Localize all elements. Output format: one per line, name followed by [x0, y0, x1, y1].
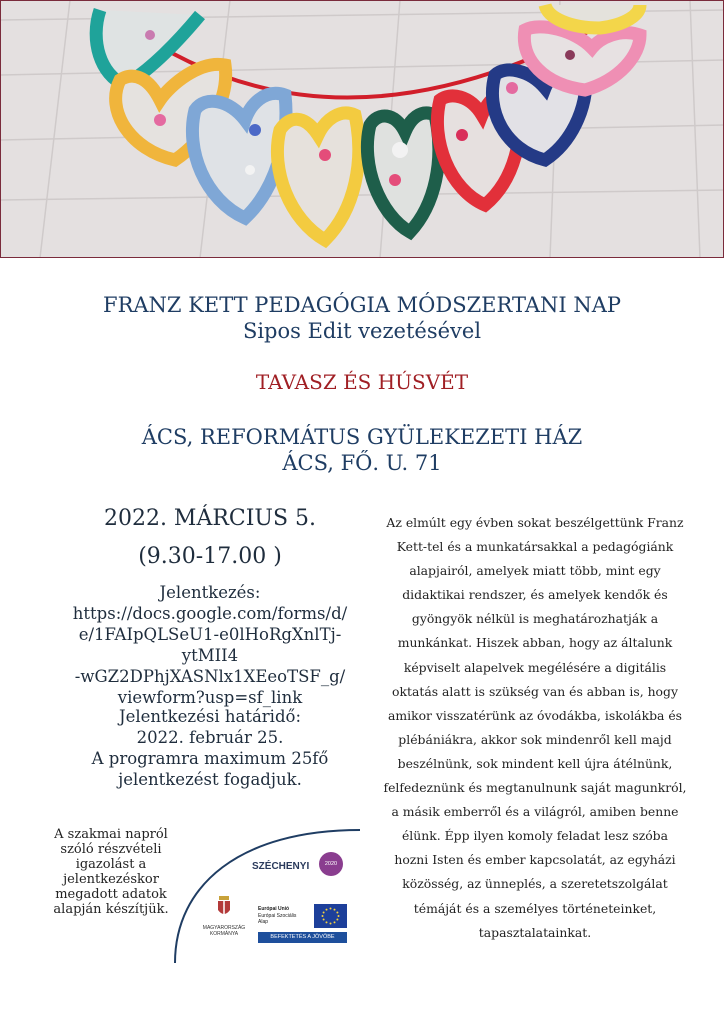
event-date: 2022. MÁRCIUS 5.: [103, 506, 317, 531]
event-title: FRANZ KETT PEDAGÓGIA MÓDSZERTANI NAP: [103, 293, 621, 317]
deadline-date: 2022. február 25.: [136, 728, 284, 747]
description-line: témáját és a személyes történeteinket,: [413, 900, 657, 916]
gov-line: MAGYARORSZÁG: [202, 925, 246, 931]
header-photo: [0, 0, 724, 258]
description-line: hozni Isten és ember kapcsolatát, az egyházi: [394, 852, 676, 868]
registration-block: [60, 582, 360, 708]
description-line: Kett-tel és a munkatársakkal a pedagógiánk: [396, 539, 674, 555]
szechenyi-2020-badge: 2020: [319, 852, 343, 876]
capacity-line: jelentkezést fogadjuk.: [118, 770, 302, 789]
event-theme: TAVASZ ÉS HÚSVÉT: [255, 370, 469, 394]
government-label: [202, 903, 246, 937]
note-line: jelentkezéskor: [63, 872, 159, 887]
eu-fund-label: [258, 906, 314, 926]
eu-line: Alap: [258, 919, 269, 925]
eu-line: Európai Szociális: [258, 912, 297, 919]
description-line: plébániákra, akkor sok mindenről kell majd: [398, 731, 672, 747]
venue-name: ÁCS, REFORMÁTUS GYÜLEKEZETI HÁZ: [141, 425, 583, 449]
deadline-block: [60, 706, 360, 790]
description-line: képviselt alapelvek megélésére a digitális: [403, 659, 667, 675]
event-description: [382, 511, 688, 945]
description-line: Az elmúlt egy évben sokat beszélgettünk Franz: [386, 515, 684, 530]
event-time: (9.30-17.00 ): [138, 544, 282, 569]
photo-frame: [0, 0, 724, 258]
note-line: igazolást a: [75, 857, 147, 872]
description-line: didaktikai rendszer, és amelyek kendők és: [402, 587, 668, 603]
description-line: amikor visszatérünk az óvodákba, iskolákba és: [387, 707, 683, 723]
venue-address: ÁCS, FŐ. U. 71: [282, 451, 442, 475]
eu-flag-icon: [314, 904, 347, 928]
note-line: szóló részvételi: [60, 842, 162, 857]
description-line: felfedeznünk és megtanulnunk saját magunkról,: [383, 780, 687, 796]
funding-logo-arc: [170, 825, 360, 965]
description-line: közösség, az ünneplés, a szeretetszolgálat: [402, 876, 668, 892]
investment-tagline: BEFEKTETÉS A JÖVŐBE: [258, 932, 347, 943]
gov-line: KORMÁNYA: [209, 931, 239, 937]
description-line: gyöngyök nélkül is meghatározhatják a: [411, 611, 659, 627]
description-line: tapasztalatainkat.: [478, 924, 592, 940]
capacity-line: A programra maximum 25fő: [91, 749, 329, 768]
note-line: alapján készítjük.: [53, 902, 169, 917]
note-line: A szakmai napról: [54, 827, 168, 842]
description-line: alapjairól, amelyek miatt több, mint egy: [409, 563, 661, 579]
description-line: a másik emberről és a világról, amiben benne: [391, 804, 679, 820]
deadline-label: Jelentkezési határidő:: [118, 707, 302, 726]
registration-url-line[interactable]: -wGZ2DPhjXASNlx1XEeoTSF_g/: [74, 667, 346, 686]
certificate-note: [52, 827, 170, 917]
registration-url-line[interactable]: viewform?usp=sf_link: [117, 688, 303, 707]
registration-link[interactable]: [60, 603, 360, 708]
registration-url-line[interactable]: https://docs.google.com/forms/d/: [72, 604, 348, 623]
description-line: oktatás alatt is szükség van és abban is, hogy: [392, 683, 678, 699]
description-line: élünk. Épp ilyen komoly feladat lesz szóba: [401, 828, 669, 844]
description-line: beszélnünk, sok mindent kell újra átélnünk,: [397, 755, 673, 771]
event-subtitle: Sipos Edit vezetésével: [242, 319, 482, 343]
registration-url-line[interactable]: e/1FAIpQLSeU1-e0lHoRgXnlTj-ytMII4: [78, 625, 342, 665]
eu-line: Európai Unió: [258, 906, 290, 912]
note-line: megadott adatok: [55, 887, 167, 902]
description-line: munkánkat. Hiszek abban, hogy az általunk: [397, 635, 673, 651]
registration-label: Jelentkezés:: [159, 583, 261, 602]
szechenyi-label: SZÉCHENYI: [252, 861, 310, 872]
